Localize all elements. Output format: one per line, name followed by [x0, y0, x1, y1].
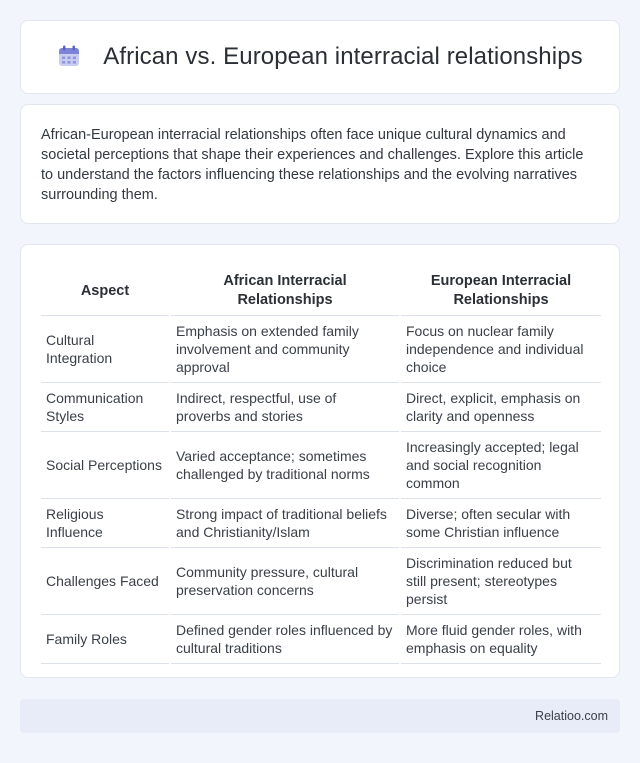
cell-african: Community pressure, cultural preservation concerns [171, 548, 399, 615]
table-row [41, 383, 601, 432]
comparison-table-card [20, 244, 620, 678]
cell-european: More fluid gender roles, with emphasis on equality [401, 615, 601, 664]
cell-african: Indirect, respectful, use of proverbs and stories [171, 383, 399, 432]
cell-aspect: Family Roles [41, 615, 169, 664]
cell-aspect: Communication Styles [41, 383, 169, 432]
header-european: European Interracial Relationships [401, 265, 601, 316]
cell-aspect: Social Perceptions [41, 432, 169, 499]
cell-african: Varied acceptance; sometimes challenged by traditional norms [171, 432, 399, 499]
header-aspect: Aspect [41, 265, 169, 316]
cell-european: Direct, explicit, emphasis on clarity and openness [401, 383, 601, 432]
calendar-icon [57, 44, 81, 68]
header-african: African Interracial Relationships [171, 265, 399, 316]
cell-european: Focus on nuclear family independence and individual choice [401, 316, 601, 383]
cell-african: Emphasis on extended family involvement and community approval [171, 316, 399, 383]
intro-card [20, 104, 620, 224]
table-row [41, 615, 601, 664]
comparison-table [39, 265, 603, 664]
cell-european: Increasingly accepted; legal and social recognition common [401, 432, 601, 499]
page-title: African vs. European interracial relationships [103, 43, 583, 70]
table-row [41, 432, 601, 499]
cell-african: Defined gender roles influenced by cultural traditions [171, 615, 399, 664]
cell-european: Diverse; often secular with some Christian influence [401, 499, 601, 548]
table-row [41, 499, 601, 548]
footer-bar [20, 699, 620, 733]
footer-site-link[interactable]: Relatioo.com [535, 709, 608, 723]
table-row [41, 316, 601, 383]
intro-text: African-European interracial relationships often face unique cultural dynamics and societal perceptions that shape their experiences and challenges. Explore this article to understand the factors influencing these relationships and the evolving narratives surrounding them. [41, 127, 584, 203]
header-card [20, 20, 620, 94]
table-header-row [41, 265, 601, 316]
cell-european: Discrimination reduced but still present; stereotypes persist [401, 548, 601, 615]
cell-aspect: Religious Influence [41, 499, 169, 548]
cell-aspect: Cultural Integration [41, 316, 169, 383]
table-row [41, 548, 601, 615]
cell-aspect: Challenges Faced [41, 548, 169, 615]
cell-african: Strong impact of traditional beliefs and Christianity/Islam [171, 499, 399, 548]
